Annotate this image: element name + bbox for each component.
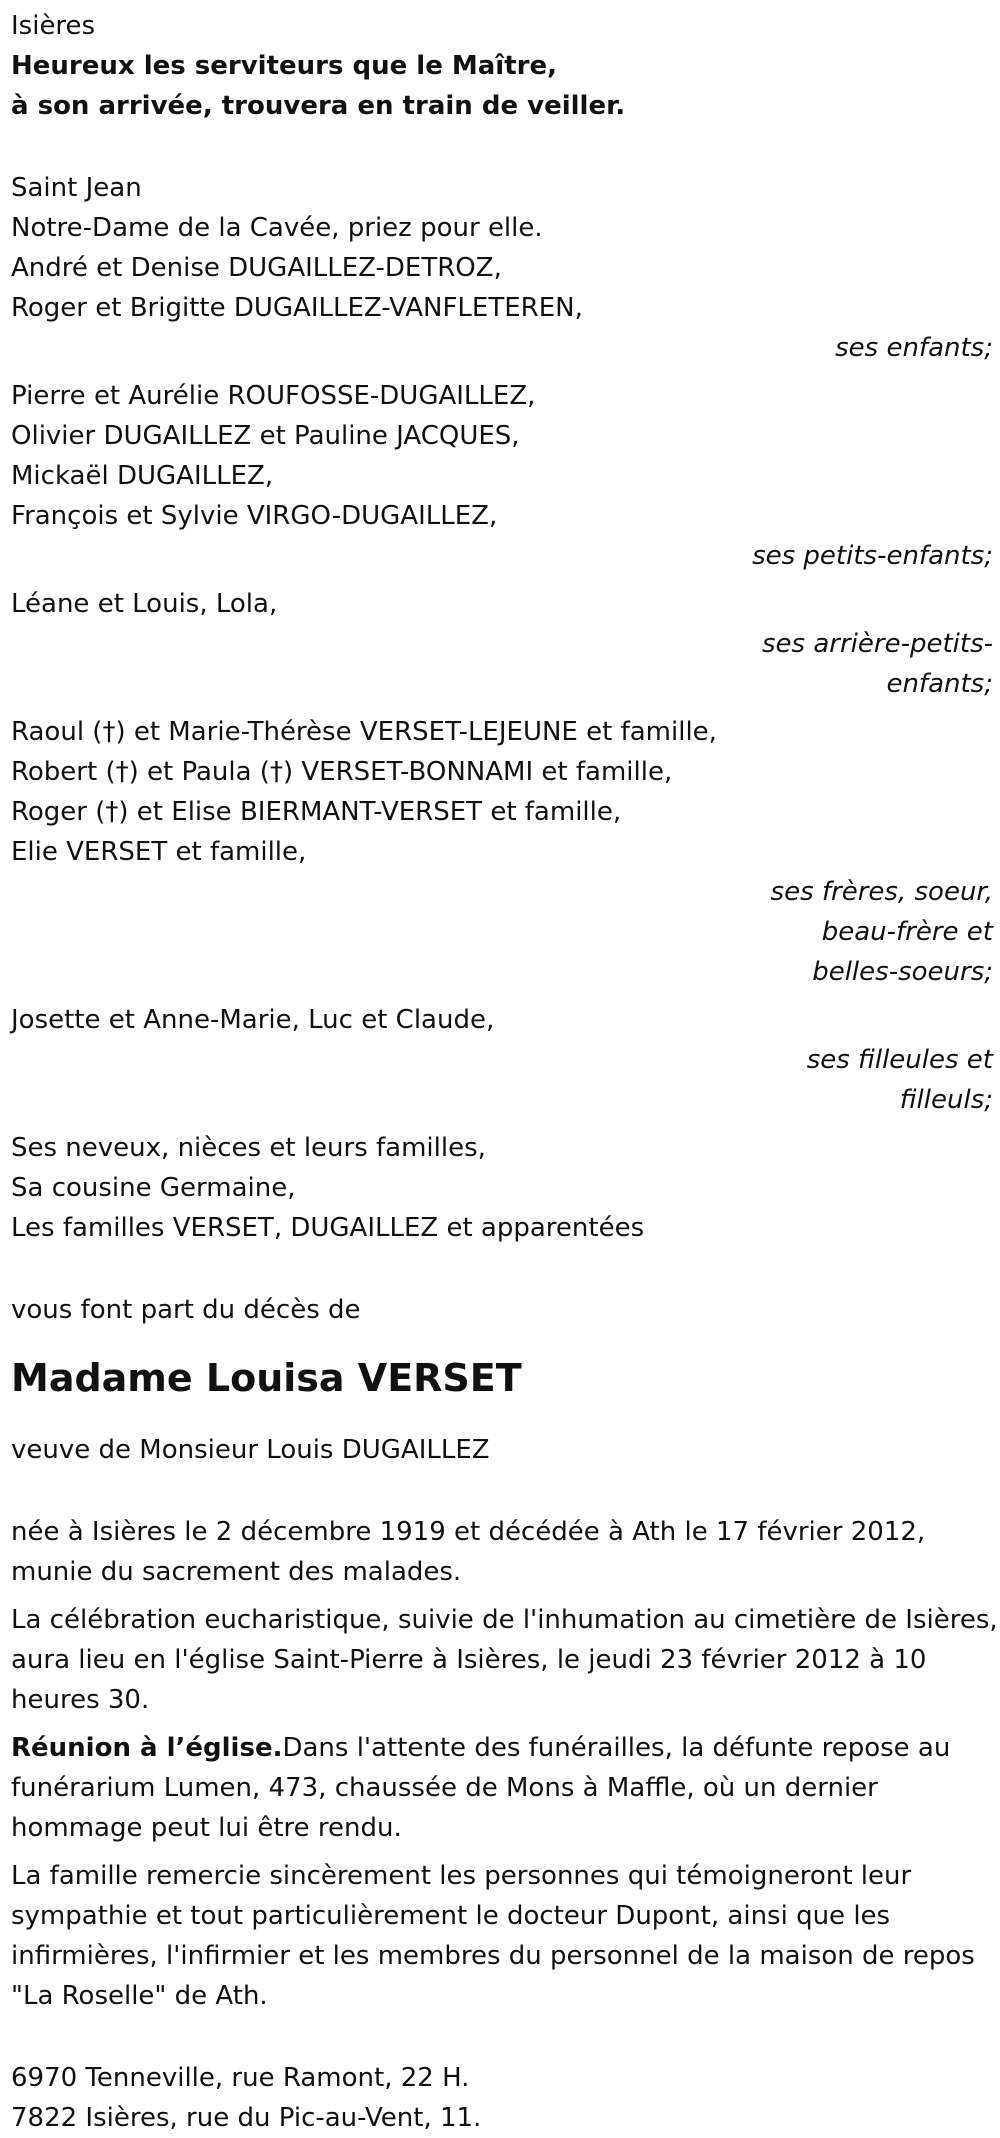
family-name: Mickaël DUGAILLEZ, — [11, 461, 274, 491]
family-group-great-grandchildren — [11, 584, 993, 704]
ceremony-paragraph: La célébration eucharistique, suivie de l'inhumation au cimetière de Isières, aura lieu en l'église Saint-Pierre à Isières, le jeudi 23 février 2012 à 10 heures 30. — [11, 1605, 998, 1715]
prayer-line: Notre-Dame de la Cavée, priez pour elle. — [11, 213, 543, 243]
relation-label: ses enfants; — [835, 333, 993, 363]
thanks-paragraph: La famille remercie sincèrement les personnes qui témoigneront leur sympathie et tout particulièrement le docteur Dupont, ainsi que les infirmières, l'infirmier et les membres du personnel de la maison de repos "La Roselle" de Ath. — [11, 1861, 975, 2011]
relation-label: enfants; — [886, 669, 993, 699]
relation-label: ses frères, soeur, — [770, 877, 993, 907]
relation-label: ses petits-enfants; — [752, 541, 993, 571]
meeting-paragraph — [11, 1728, 1000, 1848]
family-group-children — [11, 248, 993, 368]
family-name: Raoul (†) et Marie-Thérèse VERSET-LEJEUNE et famille, — [11, 717, 717, 747]
meeting-text: Dans l'attente des funérailles, la défunte repose au funérarium Lumen, 473, chaussée de Mons à Maffle, où un dernier hommage peut lui être rendu. — [11, 1733, 951, 1843]
relation-label: filleuls; — [899, 1085, 993, 1115]
relation-label: ses arrière-petits- — [762, 629, 993, 659]
relation-label: beau-frère et — [821, 917, 993, 947]
family-group-godchildren — [11, 1000, 993, 1120]
family-name: Josette et Anne-Marie, Luc et Claude, — [11, 1005, 495, 1035]
relation-label: ses filleules et — [806, 1045, 993, 1075]
family-name: Léane et Louis, Lola, — [11, 589, 278, 619]
other-relatives: Sa cousine Germaine, — [11, 1173, 296, 1203]
patron-saint: Saint Jean — [11, 173, 142, 203]
family-group-siblings — [11, 712, 993, 992]
meeting-label: Réunion à l’église. — [11, 1733, 283, 1763]
announcement: vous font part du décès de — [11, 1295, 361, 1325]
address-line: 6970 Tenneville, rue Ramont, 22 H. — [11, 2063, 470, 2093]
family-name: Olivier DUGAILLEZ et Pauline JACQUES, — [11, 421, 520, 451]
address-line: 7822 Isières, rue du Pic-au-Vent, 11. — [11, 2103, 482, 2133]
family-name: Robert (†) et Paula (†) VERSET-BONNAMI et famille, — [11, 757, 673, 787]
verse-line-1: Heureux les serviteurs que le Maître, — [11, 51, 557, 81]
family-name: Pierre et Aurélie ROUFOSSE-DUGAILLEZ, — [11, 381, 536, 411]
family-name: Elie VERSET et famille, — [11, 837, 307, 867]
other-relatives: Les familles VERSET, DUGAILLEZ et apparentées — [11, 1213, 645, 1243]
spouse-line: veuve de Monsieur Louis DUGAILLEZ — [11, 1435, 490, 1465]
family-group-grandchildren — [11, 376, 993, 576]
relation-label: belles-soeurs; — [812, 957, 993, 987]
deceased-name: Madame Louisa VERSET — [11, 1356, 522, 1400]
family-name: André et Denise DUGAILLEZ-DETROZ, — [11, 253, 502, 283]
family-name: Roger (†) et Elise BIERMANT-VERSET et famille, — [11, 797, 622, 827]
verse-line-2: à son arrivée, trouvera en train de veiller. — [11, 91, 626, 121]
other-relatives: Ses neveux, nièces et leurs familles, — [11, 1133, 486, 1163]
family-name: Roger et Brigitte DUGAILLEZ-VANFLETEREN, — [11, 293, 583, 323]
family-name: François et Sylvie VIRGO-DUGAILLEZ, — [11, 501, 498, 531]
place-name: Isières — [11, 11, 96, 41]
birth-death-paragraph: née à Isières le 2 décembre 1919 et décédée à Ath le 17 février 2012, munie du sacrement des malades. — [11, 1517, 926, 1587]
